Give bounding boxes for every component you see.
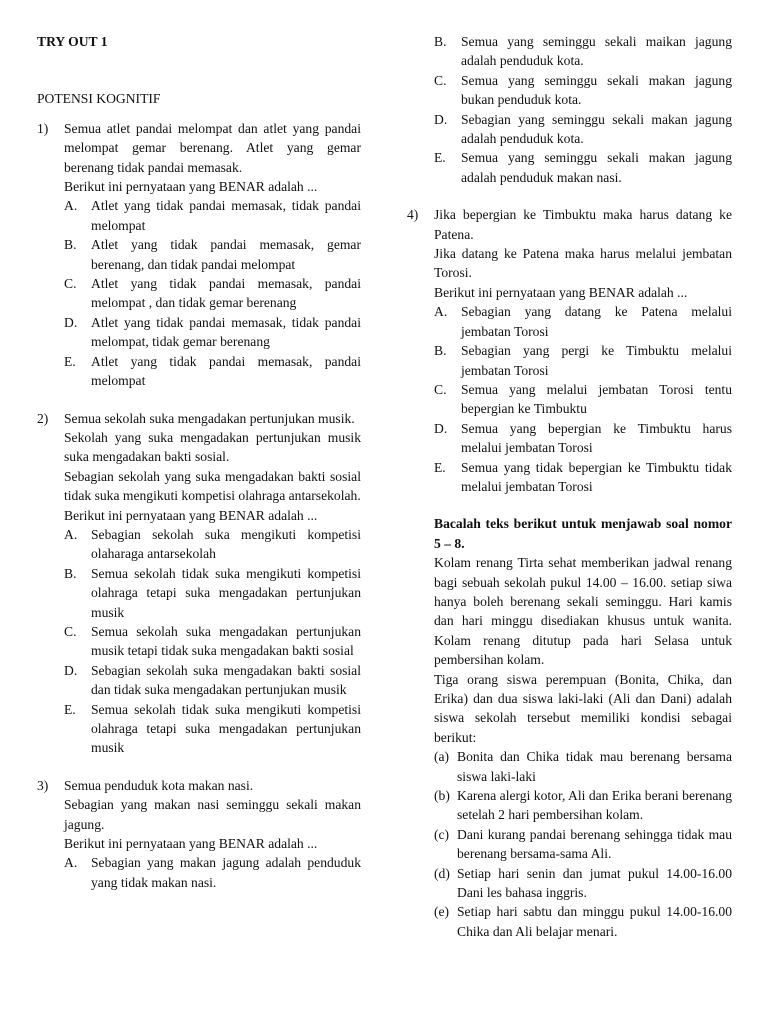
option-letter: E. (64, 701, 76, 717)
condition-label: (d) (434, 865, 450, 881)
question-body (64, 119, 361, 391)
condition-label: (c) (434, 826, 450, 842)
option-letter: A. (64, 855, 78, 871)
option-letter: A. (64, 526, 78, 542)
question-number: 2) (37, 410, 49, 426)
option-letter: D. (434, 420, 448, 436)
condition-a (434, 747, 732, 786)
page-title: TRY OUT 1 (37, 34, 108, 49)
condition-text: Dani kurang pandai berenang sehingga tidak mau berenang bersama-sama Ali. (457, 826, 732, 862)
option-text: Semua yang seminggu sekali maikan jagung adalah penduduk kota. (461, 34, 732, 69)
option-text: Sebagian yang seminggu sekali makan jagung adalah penduduk kota. (461, 111, 732, 147)
option-text: Semua yang bepergian ke Timbuktu harus melalui jembatan Torosi (461, 420, 732, 456)
option-text: Sebagian yang pergi ke Timbuktu melalui jembatan Torosi (461, 343, 732, 378)
option-letter: C. (434, 72, 447, 88)
option-letter: A. (434, 304, 448, 320)
option-text: Sebagian yang datang ke Patena melalui jembatan Torosi (461, 304, 732, 339)
question-3 (37, 776, 361, 892)
option-letter: B. (434, 343, 447, 359)
question-body (64, 409, 361, 758)
premise-3: Sebagian sekolah yang suka mengadakan bakti sosial tidak suka mengikuti kompetisi olahraga antarsekolah. (64, 468, 361, 504)
option-letter: D. (434, 111, 448, 127)
option-text: Semua sekolah tidak suka mengikuti kompetisi olahraga tetapi suka mengadakan pertunjukan musik (91, 565, 361, 620)
option-text: Sebagian sekolah suka mengadakan bakti sosial dan tidak suka mengadakan pertunjukan musik (91, 662, 361, 698)
condition-c (434, 825, 732, 864)
condition-e (434, 902, 732, 941)
option-b[interactable] (434, 341, 732, 380)
option-d[interactable] (64, 313, 361, 352)
option-text: Sebagian yang makan jagung adalah penduduk yang tidak makan nasi. (91, 855, 361, 890)
option-e[interactable] (64, 352, 361, 391)
option-c[interactable] (64, 622, 361, 661)
option-text: Semua yang melalui jembatan Torosi tentu bepergian ke Timbuktu (461, 381, 732, 417)
premise-2: Sebagian yang makan nasi seminggu sekali makan jagung. (64, 797, 361, 832)
condition-label: (a) (434, 749, 450, 765)
question-prompt: Berikut ini pernyataan yang BENAR adalah ... (64, 507, 318, 523)
condition-text: Karena alergi kotor, Ali dan Erika berani berenang setelah 2 hari pembersihan kolam. (457, 788, 732, 823)
option-c[interactable] (434, 380, 732, 419)
option-a[interactable] (64, 853, 361, 892)
option-letter: B. (434, 34, 447, 49)
condition-b (434, 786, 732, 825)
option-text: Atlet yang tidak pandai memasak, pandai melompat , dan tidak gemar berenang (91, 276, 361, 311)
option-b[interactable] (64, 235, 361, 274)
passage-paragraph-1: Kolam renang Tirta sehat memberikan jadwal renang bagi sebuah sekolah pukul 14.00 – 16.00. setiap siwa hanya boleh berenang sekali seminggu. Hari kamis dan hari minggu disediakan khusus untuk wanita. Kolam renang ditutup pada hari Selasa untuk pembersihan kolam. (434, 555, 732, 668)
option-letter: C. (434, 381, 447, 397)
condition-text: Setiap hari senin dan jumat pukul 14.00-16.00 Dani les bahasa inggris. (457, 865, 732, 901)
premise-1: Semua sekolah suka mengadakan pertunjukan musik. (64, 410, 355, 426)
option-text: Semua yang seminggu sekali makan jagung adalah penduduk makan nasi. (461, 150, 732, 185)
option-text: Atlet yang tidak pandai memasak, pandai melompat (91, 353, 361, 389)
option-letter: B. (64, 565, 77, 581)
option-b[interactable] (64, 564, 361, 622)
option-a[interactable] (64, 525, 361, 564)
section-heading: POTENSI KOGNITIF (37, 91, 161, 107)
question-prompt: Berikut ini pernyataan yang BENAR adalah ... (64, 179, 318, 195)
question-4 (407, 205, 732, 496)
question-stem: Semua atlet pandai melompat dan atlet yang pandai melompat gemar berenang. Atlet yang gemar berenang tidak pandai memasak. (64, 120, 361, 175)
option-b[interactable] (434, 32, 732, 71)
condition-label: (e) (434, 904, 450, 920)
condition-text: Bonita dan Chika tidak mau berenang bersama siswa laki-laki (457, 749, 732, 784)
option-text: Atlet yang tidak pandai memasak, tidak pandai melompat (91, 198, 361, 233)
option-letter: E. (434, 150, 446, 166)
option-d[interactable] (434, 419, 732, 458)
option-e[interactable] (434, 458, 732, 497)
option-text: Sebagian sekolah suka mengikuti kompetisi olaharaga antarsekolah (91, 526, 361, 562)
premise-2: Jika datang ke Patena maka harus melalui jembatan Torosi. (434, 246, 732, 281)
option-text: Semua yang seminggu sekali makan jagung bukan penduduk kota. (461, 72, 732, 108)
option-e[interactable] (64, 700, 361, 758)
question-2 (37, 409, 361, 758)
option-text: Atlet yang tidak pandai memasak, gemar berenang, dan tidak pandai melompat (91, 237, 361, 272)
premise-1: Jika bepergian ke Timbuktu maka harus datang ke Patena. (434, 207, 732, 242)
question-number: 1) (37, 120, 49, 136)
option-letter: C. (64, 623, 77, 639)
question-body (434, 205, 732, 496)
option-a[interactable] (64, 196, 361, 235)
passage-paragraph-2: Tiga orang siswa perempuan (Bonita, Chika, dan Erika) dan dua siswa laki-laki (Ali dan Dani) adalah siswa sekolah tersebut memiliki kondisi sebagai berikut: (434, 671, 732, 745)
option-letter: B. (64, 237, 77, 253)
option-a[interactable] (434, 302, 732, 341)
option-c[interactable] (434, 71, 732, 110)
option-d[interactable] (434, 110, 732, 149)
premise-1: Semua penduduk kota makan nasi. (64, 777, 254, 793)
passage-heading: Bacalah teks berikut untuk menjawab soal nomor 5 – 8. (434, 516, 732, 551)
reading-passage (407, 514, 732, 941)
condition-d (434, 864, 732, 903)
option-letter: D. (64, 314, 78, 330)
premise-2: Sekolah yang suka mengadakan pertunjukan musik suka mengadakan bakti sosial. (64, 429, 361, 465)
question-number: 4) (407, 207, 419, 223)
left-column (37, 32, 361, 892)
option-e[interactable] (434, 148, 732, 187)
option-letter: E. (64, 353, 76, 369)
option-c[interactable] (64, 274, 361, 313)
question-3-continued (407, 32, 732, 187)
option-text: Semua yang tidak bepergian ke Timbuktu tidak melalui jembatan Torosi (461, 459, 732, 494)
question-prompt: Berikut ini pernyataan yang BENAR adalah ... (64, 836, 318, 852)
right-column (407, 32, 732, 941)
option-text: Atlet yang tidak pandai memasak, tidak pandai melompat, tidak gemar berenang (91, 314, 361, 350)
condition-text: Setiap hari sabtu dan minggu pukul 14.00-16.00 Chika dan Ali belajar menari. (457, 904, 732, 939)
option-letter: E. (434, 459, 446, 475)
question-1 (37, 119, 361, 391)
option-letter: D. (64, 662, 78, 678)
condition-label: (b) (434, 788, 450, 804)
question-body (64, 776, 361, 892)
question-number: 3) (37, 777, 49, 793)
question-prompt: Berikut ini pernyataan yang BENAR adalah ... (434, 284, 688, 300)
option-text: Semua sekolah suka mengadakan pertunjukan musik tetapi tidak suka mengadakan bakti sosial (91, 623, 361, 659)
option-letter: C. (64, 276, 77, 292)
question-body (434, 32, 732, 187)
option-letter: A. (64, 198, 78, 214)
option-d[interactable] (64, 661, 361, 700)
option-text: Semua sekolah tidak suka mengikuti kompetisi olahraga tetapi suka mengadakan pertunjukan musik (91, 701, 361, 756)
